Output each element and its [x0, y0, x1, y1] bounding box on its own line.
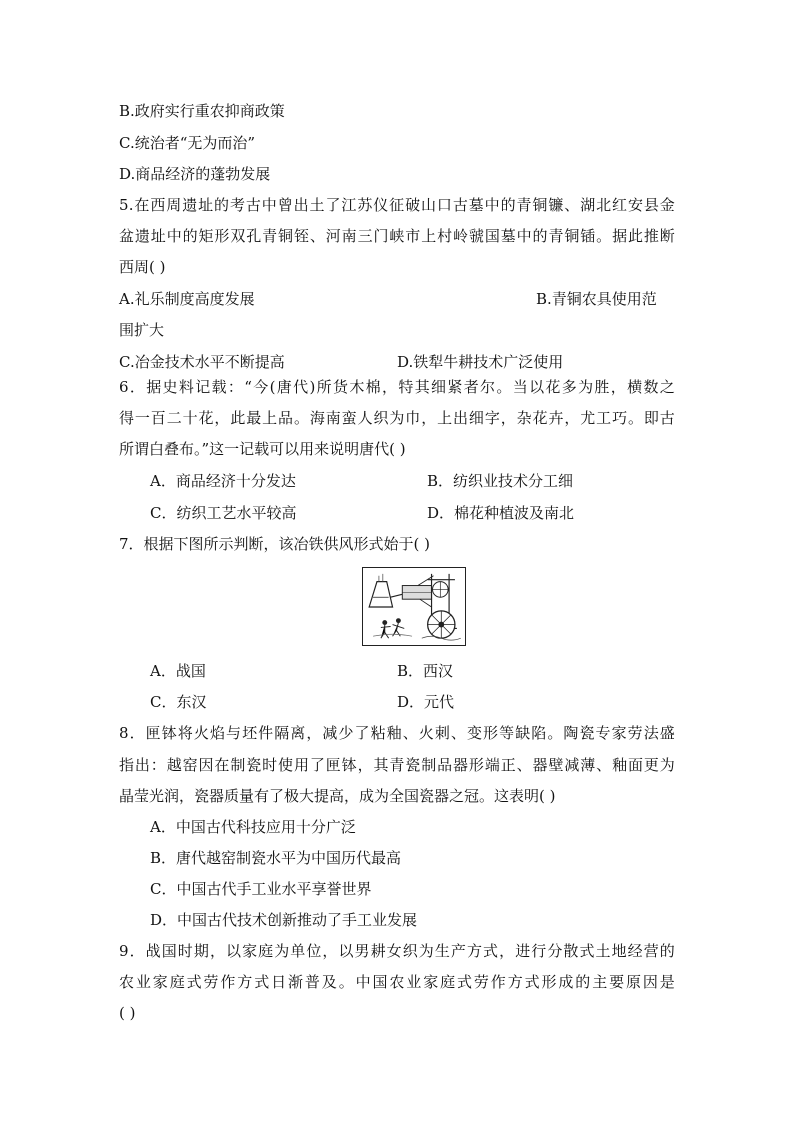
- q6-stem-line3: 所谓白叠布。”这一记载可以用来说明唐代( ): [119, 440, 406, 458]
- q9-stem-line2: 农业家庭式劳作方式日渐普及。中国农业家庭式劳作方式形成的主要原因是: [119, 973, 675, 991]
- q7-stem: 7．根据下图所示判断，该冶铁供风形式始于( ): [119, 535, 431, 553]
- q6-option-d: D．棉花种植波及南北: [427, 504, 575, 522]
- q6-option-b: B．纺织业技术分工细: [427, 472, 574, 490]
- q4-option-d: D.商品经济的蓬勃发展: [119, 165, 271, 183]
- q5-option-b-wrap: 围扩大: [119, 321, 165, 339]
- q8-option-a: A．中国古代科技应用十分广泛: [150, 818, 356, 836]
- q5-option-a: A.礼乐制度高度发展: [119, 290, 255, 308]
- q8-option-d: D．中国古代技术创新推动了手工业发展: [150, 911, 418, 929]
- q8-stem-line1: 8．匣钵将火焰与坯件隔离，减少了粘釉、火刺、变形等缺陷。陶瓷专家劳法盛: [119, 724, 675, 742]
- waterwheel-bellows-drawing: [363, 568, 465, 645]
- q7-option-c: C．东汉: [150, 693, 207, 711]
- q5-option-b: B.青铜农具使用范: [536, 290, 657, 308]
- q6-option-a: A．商品经济十分发达: [150, 472, 296, 490]
- q7-option-b: B．西汉: [397, 662, 454, 680]
- q6-stem-line2: 得一百二十花，此最上品。海南蛮人织为巾，上出细字，杂花卉，尤工巧。即古: [119, 409, 675, 427]
- q8-option-b: B．唐代越窑制瓷水平为中国历代最高: [150, 849, 402, 867]
- q8-option-c: C．中国古代手工业水平享誉世界: [150, 880, 372, 898]
- q5-stem-line1: 5.在西周遗址的考古中曾出土了江苏仪征破山口古墓中的青铜镰、湖北红安县金: [119, 196, 675, 214]
- q4-option-b: B.政府实行重农抑商政策: [119, 102, 285, 120]
- q6-stem-line1: 6．据史料记载：“今(唐代)所货木棉，特其细紧者尔。当以花多为胜，横数之: [119, 378, 675, 396]
- q5-option-c: C.冶金技术水平不断提高: [119, 353, 285, 371]
- q5-option-d: D.铁犁牛耕技术广泛使用: [397, 353, 564, 371]
- q7-option-d: D．元代: [397, 693, 455, 711]
- q9-stem-line3: ( ): [119, 1004, 136, 1022]
- q9-stem-line1: 9．战国时期，以家庭为单位，以男耕女织为生产方式，进行分散式土地经营的: [119, 942, 675, 960]
- smelting-bellows-illustration: [362, 567, 466, 646]
- q6-option-c: C．纺织工艺水平较高: [150, 504, 297, 522]
- q8-stem-line3: 晶莹光润，瓷器质量有了极大提高，成为全国瓷器之冠。这表明( ): [119, 787, 556, 805]
- q8-stem-line2: 指出：越窑因在制瓷时使用了匣钵，其青瓷制品器形端正、器壁减薄、釉面更为: [119, 756, 675, 774]
- q7-option-a: A．战国: [150, 662, 206, 680]
- q4-option-c: C.统治者“无为而治”: [119, 134, 256, 152]
- q5-stem-line3: 西周( ): [119, 258, 166, 276]
- q5-stem-line2: 盆遗址中的矩形双孔青铜铚、河南三门峡市上村岭虢国墓中的青铜锸。据此推断: [119, 227, 675, 245]
